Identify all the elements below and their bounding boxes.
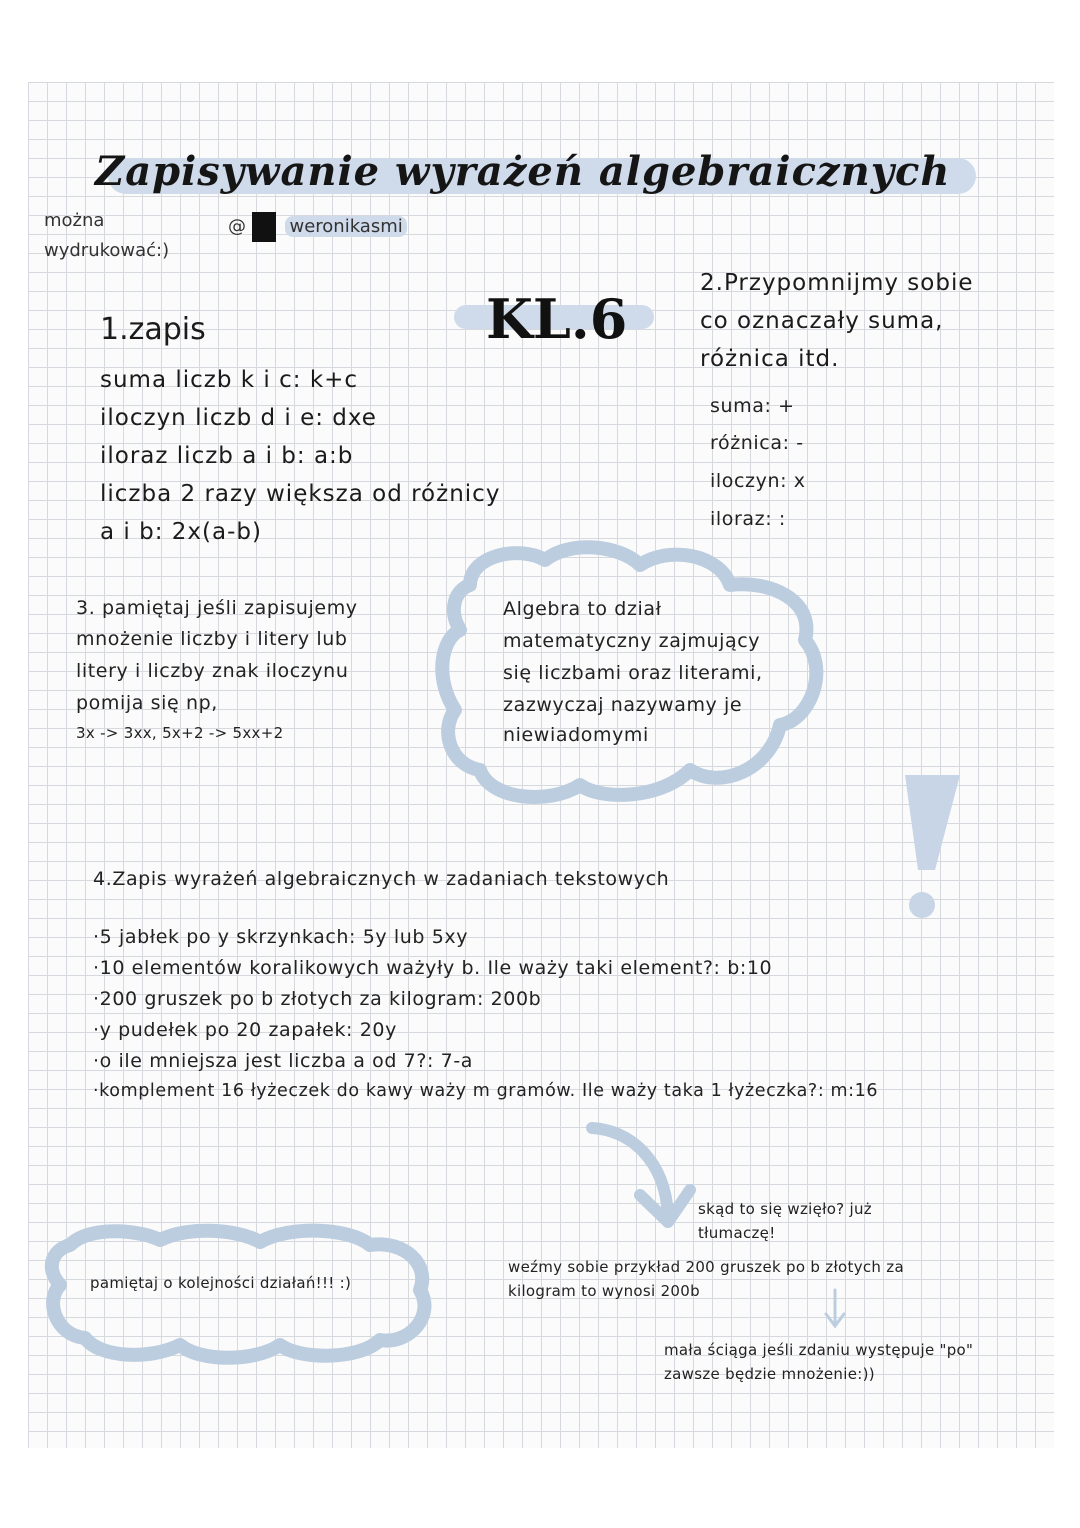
author-tag bbox=[228, 212, 407, 242]
small-arrow bbox=[826, 1290, 844, 1326]
section1-line: a i b: 2x(a-b) bbox=[100, 519, 262, 545]
page-title: Zapisywanie wyrażeń algebraicznych bbox=[95, 148, 951, 195]
word-problem-item: ·200 gruszek po b złotych za kilogram: 200b bbox=[93, 988, 542, 1010]
section1-line: liczba 2 razy większa od różnicy bbox=[100, 481, 501, 507]
print-note-line-1: można bbox=[44, 210, 105, 231]
explain-question: skąd to się wzięło? już bbox=[698, 1200, 872, 1218]
cloud-note-line: Algebra to dział bbox=[503, 598, 662, 620]
section3-line: pomija się np, bbox=[76, 692, 218, 714]
word-problem-item: ·y pudełek po 20 zapałek: 20y bbox=[93, 1019, 397, 1041]
explain-tip: zawsze będzie mnożenie:)) bbox=[664, 1365, 875, 1383]
explain-tip: mała ściąga jeśli zdaniu występuje "po" bbox=[664, 1341, 974, 1359]
word-problem-item: ·10 elementów koralikowych ważyły b. Ile waży taki element?: b:10 bbox=[93, 957, 773, 979]
arrow-curve bbox=[592, 1128, 668, 1215]
section3-line: litery i liczby znak iloczynu bbox=[76, 660, 349, 682]
section3-example: 3x -> 3xx, 5x+2 -> 5xx+2 bbox=[76, 724, 284, 742]
cloud-note-line: matematyczny zajmujący bbox=[503, 630, 761, 652]
section1-line: suma liczb k i c: k+c bbox=[100, 367, 359, 393]
explain-example: weźmy sobie przykład 200 gruszek po b złotych za bbox=[508, 1258, 904, 1276]
section1-heading: 1.zapis bbox=[100, 312, 206, 347]
word-problem-item: ·o ile mniejsza jest liczba a od 7?: 7-a bbox=[93, 1050, 474, 1072]
operation-item: iloraz: : bbox=[710, 508, 786, 530]
section1-line: iloraz liczb a i b: a:b bbox=[100, 443, 354, 469]
section3-line: mnożenie liczby i litery lub bbox=[76, 628, 348, 650]
grade-label: KL.6 bbox=[486, 287, 628, 351]
section4-heading: 4.Zapis wyrażeń algebraicznych w zadaniach tekstowych bbox=[93, 868, 670, 890]
operation-item: suma: + bbox=[710, 395, 795, 417]
section2-heading-line: różnica itd. bbox=[700, 346, 840, 372]
section2-heading-line: 2.Przypomnijmy sobie bbox=[700, 270, 974, 296]
section1-line: iloczyn liczb d i e: dxe bbox=[100, 405, 377, 431]
exclamation-mark bbox=[905, 775, 960, 870]
reminder-text: pamiętaj o kolejności działań!!! :) bbox=[90, 1274, 352, 1292]
at-sign: @ bbox=[228, 216, 246, 237]
explain-example: kilogram to wynosi 200b bbox=[508, 1282, 700, 1300]
author-name: weronikasmi bbox=[285, 216, 406, 237]
word-problem-item: ·5 jabłek po y skrzynkach: 5y lub 5xy bbox=[93, 926, 469, 948]
exclamation-dot bbox=[909, 892, 935, 918]
operation-item: iloczyn: x bbox=[710, 470, 806, 492]
print-note-line-2: wydrukować:) bbox=[44, 240, 170, 261]
cloud-note-line: się liczbami oraz literami, bbox=[503, 662, 763, 684]
word-problem-item: ·komplement 16 łyżeczek do kawy waży m gramów. Ile waży taka 1 łyżeczka?: m:16 bbox=[93, 1081, 879, 1101]
cloud-note-line: zazwyczaj nazywamy je bbox=[503, 694, 743, 716]
section3-line: 3. pamiętaj jeśli zapisujemy bbox=[76, 597, 358, 619]
cloud-shape bbox=[52, 1231, 425, 1358]
explain-question: tłumaczę! bbox=[698, 1224, 776, 1242]
author-logo-icon bbox=[252, 212, 276, 242]
section2-heading-line: co oznaczały suma, bbox=[700, 308, 944, 334]
operation-item: różnica: - bbox=[710, 432, 804, 454]
cloud-note-line: niewiadomymi bbox=[503, 724, 649, 746]
